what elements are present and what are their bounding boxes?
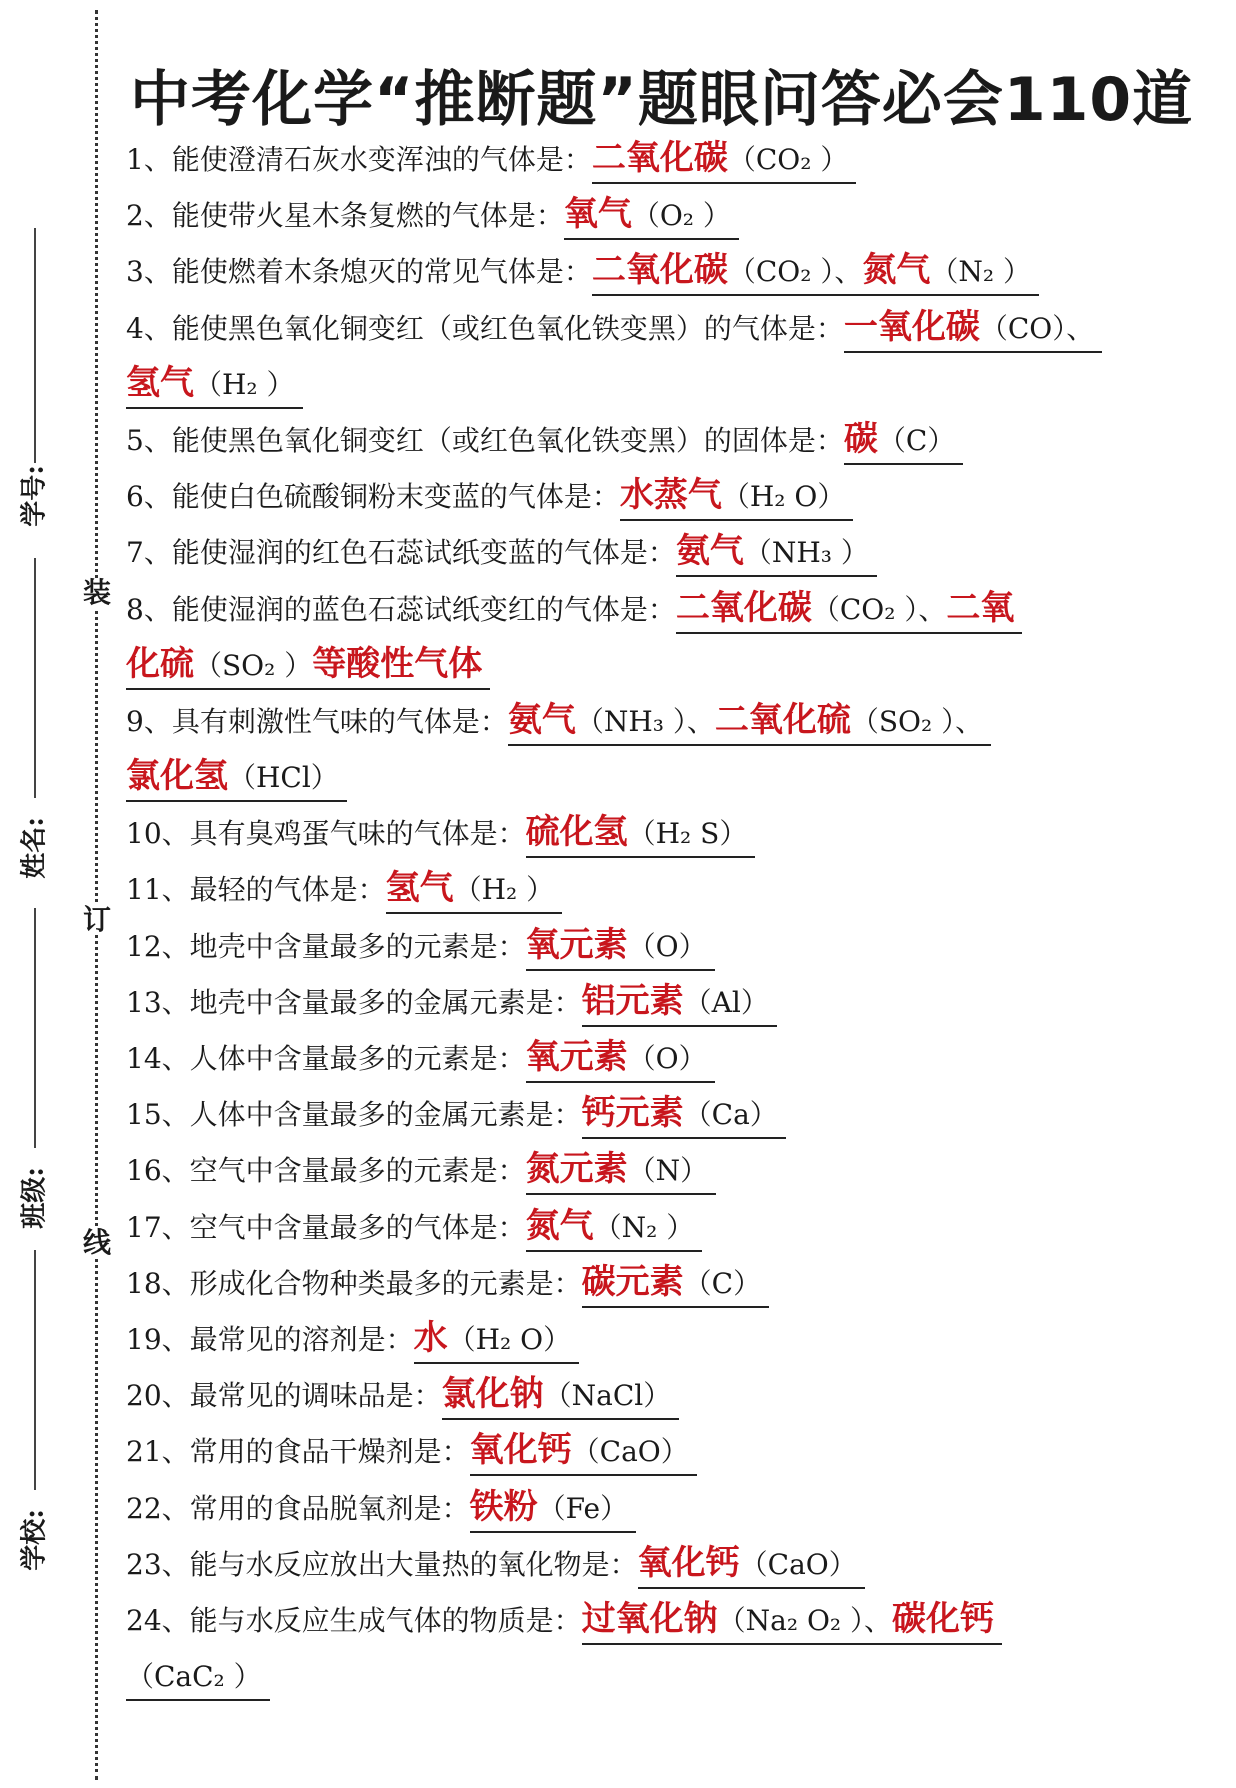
question-text: 16、空气中含量最多的元素是： [126, 1154, 526, 1188]
answer-blank [582, 1597, 1002, 1645]
answer-formula: （Ca） [683, 1098, 778, 1132]
question-text: 17、空气中含量最多的气体是： [126, 1210, 526, 1244]
school-label: 学校: [19, 1509, 50, 1571]
answer-formula: （N₂ ） [930, 255, 1031, 289]
answer-term: 氨气 [675, 531, 744, 572]
answer-term: 氧化钙 [469, 1430, 572, 1471]
answer-formula: （Al） [683, 985, 769, 1019]
question-line [126, 1312, 1202, 1368]
question-text: 15、人体中含量最多的金属元素是： [126, 1098, 582, 1132]
answer-term: 水蒸气 [619, 475, 722, 516]
question-text: 7、能使湿润的红色石蕊试纸变蓝的气体是： [126, 536, 676, 570]
answer-term: 一氧化碳 [843, 306, 980, 347]
answer-formula: （H₂ ） [194, 367, 295, 401]
question-text: 23、能与水反应放出大量热的氧化物是： [126, 1547, 638, 1581]
answer-term: 氯化氢 [126, 756, 228, 797]
question-line [126, 525, 1202, 581]
answer-formula: （N） [627, 1154, 709, 1188]
binding-mark-zhuang: 装 [83, 576, 112, 609]
answer-blank [592, 248, 1039, 296]
answer-formula: （SO₂ ）、 [850, 704, 984, 738]
answer-term: 硫化氢 [525, 812, 628, 853]
answer-formula: （CO）、 [979, 311, 1095, 345]
answer-blank [526, 923, 715, 971]
question-text: 1、能使澄清石灰水变浑浊的气体是： [126, 143, 592, 176]
question-line [126, 1649, 1202, 1705]
answer-formula: （N₂ ） [593, 1210, 695, 1244]
answer-blank [126, 1655, 270, 1701]
answer-formula: （C） [683, 1266, 762, 1300]
answer-formula: （O₂ ） [631, 199, 731, 233]
question-line [126, 975, 1202, 1031]
question-list [126, 132, 1202, 1705]
question-line [126, 1368, 1202, 1424]
answer-term: 氮气 [862, 250, 931, 291]
question-line [126, 244, 1202, 300]
binding-mark-ding: 订 [83, 903, 112, 936]
answer-term: 碳化钙 [892, 1598, 995, 1639]
answer-blank [582, 979, 777, 1027]
question-text: 21、常用的食品干燥剂是： [126, 1435, 470, 1469]
answer-formula: （C） [877, 423, 956, 457]
answer-formula: （CaC₂ ） [126, 1660, 262, 1694]
answer-term: 钙元素 [581, 1093, 684, 1134]
answer-blank [508, 698, 991, 746]
question-line [126, 1087, 1202, 1143]
answer-term: 二氧化碳 [675, 587, 812, 628]
answer-blank [592, 136, 857, 184]
question-text: 3、能使燃着木条熄灭的常见气体是： [126, 255, 592, 289]
binding-margin-line [95, 10, 98, 1780]
question-line [126, 413, 1202, 469]
answer-blank [470, 1485, 636, 1533]
answer-term: 水 [413, 1317, 448, 1358]
question-text: 8、能使湿润的蓝色石蕊试纸变红的气体是： [126, 592, 676, 626]
answer-term: 化硫 [126, 643, 194, 684]
student-name-label: 姓名: [19, 817, 50, 879]
answer-term: 氢气 [385, 868, 454, 909]
answer-term: 二氧化碳 [591, 138, 728, 178]
answer-term: 氧元素 [525, 924, 628, 965]
answer-formula: （SO₂ ） [194, 648, 313, 682]
answer-term: 碳 [843, 418, 878, 459]
answer-formula: （CaO） [739, 1547, 857, 1581]
answer-formula: （NH₃ ） [743, 536, 869, 570]
answer-blank [582, 1260, 769, 1308]
answer-blank [126, 361, 303, 409]
question-line [126, 1200, 1202, 1256]
answer-blank [442, 1372, 680, 1420]
question-line [126, 919, 1202, 975]
answer-term: 铁粉 [469, 1486, 538, 1527]
answer-blank [844, 417, 963, 465]
answer-blank [582, 1091, 786, 1139]
answer-formula: （Fe） [537, 1491, 629, 1525]
student-id-label: 学号: [19, 465, 50, 527]
answer-term: 氧元素 [525, 1037, 628, 1077]
answer-blank [526, 1147, 717, 1195]
answer-formula: （H₂ O） [721, 480, 846, 514]
question-text: 24、能与水反应生成气体的物质是： [126, 1603, 582, 1637]
answer-blank [638, 1541, 865, 1589]
question-line [126, 301, 1202, 357]
question-text: 9、具有刺激性气味的气体是： [126, 704, 508, 738]
answer-term: 铝元素 [581, 980, 684, 1021]
answer-term: 氮元素 [525, 1149, 628, 1190]
answer-blank [414, 1316, 580, 1364]
question-text: 14、人体中含量最多的元素是： [126, 1042, 526, 1075]
question-line [126, 1031, 1202, 1087]
question-line [126, 1256, 1202, 1312]
answer-blank [126, 754, 347, 802]
answer-formula: （CO₂ ） [727, 143, 849, 176]
answer-blank [620, 473, 854, 521]
answer-term: 等酸性气体 [312, 643, 483, 684]
answer-formula: （CO₂ ）、 [811, 592, 947, 626]
answer-formula: （NaCl） [543, 1379, 672, 1413]
question-line [126, 638, 1202, 694]
answer-term: 氧化钙 [637, 1542, 740, 1583]
question-line [126, 1143, 1202, 1199]
question-text: 22、常用的食品脱氧剂是： [126, 1491, 470, 1525]
answer-term: 氧气 [563, 194, 632, 235]
answer-formula: （O） [627, 929, 707, 963]
question-text: 11、最轻的气体是： [126, 873, 386, 907]
answer-blank [386, 866, 563, 914]
question-line [126, 862, 1202, 918]
answer-term: 氨气 [507, 699, 576, 740]
answer-formula: （O） [627, 1042, 707, 1075]
answer-formula: （CO₂ ）、 [727, 255, 863, 289]
answer-term: 二氧 [946, 587, 1015, 628]
answer-term: 二氧化硫 [714, 699, 851, 740]
question-line [126, 188, 1202, 244]
question-text: 5、能使黑色氧化铜变红（或红色氧化铁变黑）的固体是： [126, 423, 844, 457]
question-text: 18、形成化合物种类最多的元素是： [126, 1266, 582, 1300]
answer-blank [564, 192, 739, 240]
binding-mark-xian: 线 [83, 1226, 112, 1259]
question-line [126, 1481, 1202, 1537]
answer-blank [526, 1035, 715, 1083]
question-text: 10、具有臭鸡蛋气味的气体是： [126, 817, 526, 851]
question-line [126, 806, 1202, 862]
answer-formula: （H₂ ） [453, 873, 555, 907]
question-line [126, 750, 1202, 806]
answer-blank [470, 1428, 697, 1476]
answer-formula: （HCl） [228, 761, 339, 795]
question-line [126, 1593, 1202, 1649]
question-text: 4、能使黑色氧化铜变红（或红色氧化铁变黑）的气体是： [126, 311, 844, 345]
question-text: 19、最常见的溶剂是： [126, 1322, 414, 1356]
question-text: 2、能使带火星木条复燃的气体是： [126, 199, 564, 233]
answer-blank [526, 810, 756, 858]
answer-blank [844, 305, 1102, 353]
question-line [126, 357, 1202, 413]
answer-formula: （NH₃ ）、 [575, 704, 715, 738]
question-text: 20、最常见的调味品是： [126, 1379, 442, 1413]
answer-formula: （H₂ O） [447, 1322, 572, 1356]
answer-term: 二氧化碳 [591, 250, 728, 291]
question-line [126, 469, 1202, 525]
question-text: 12、地壳中含量最多的元素是： [126, 929, 526, 963]
answer-formula: （H₂ S） [627, 817, 748, 851]
answer-formula: （Na₂ O₂ ）、 [717, 1603, 893, 1637]
answer-formula: （CaO） [571, 1435, 689, 1469]
answer-term: 碳元素 [581, 1261, 684, 1302]
question-line [126, 694, 1202, 750]
class-label: 班级: [19, 1167, 50, 1229]
question-line [126, 1424, 1202, 1480]
answer-blank [526, 1204, 703, 1252]
answer-blank [676, 586, 1023, 634]
answer-term: 过氧化钠 [581, 1598, 718, 1639]
page-title: 中考化学“推断题”题眼问答必会110道 [130, 65, 1194, 135]
answer-blank [676, 529, 877, 577]
answer-term: 氢气 [126, 362, 194, 403]
answer-term: 氮气 [525, 1205, 594, 1246]
answer-term: 氯化钠 [441, 1374, 544, 1415]
question-text: 13、地壳中含量最多的金属元素是： [126, 985, 582, 1019]
question-line [126, 132, 1202, 188]
question-line [126, 582, 1202, 638]
answer-blank [126, 642, 490, 690]
question-text: 6、能使白色硫酸铜粉末变蓝的气体是： [126, 480, 620, 514]
question-line [126, 1537, 1202, 1593]
